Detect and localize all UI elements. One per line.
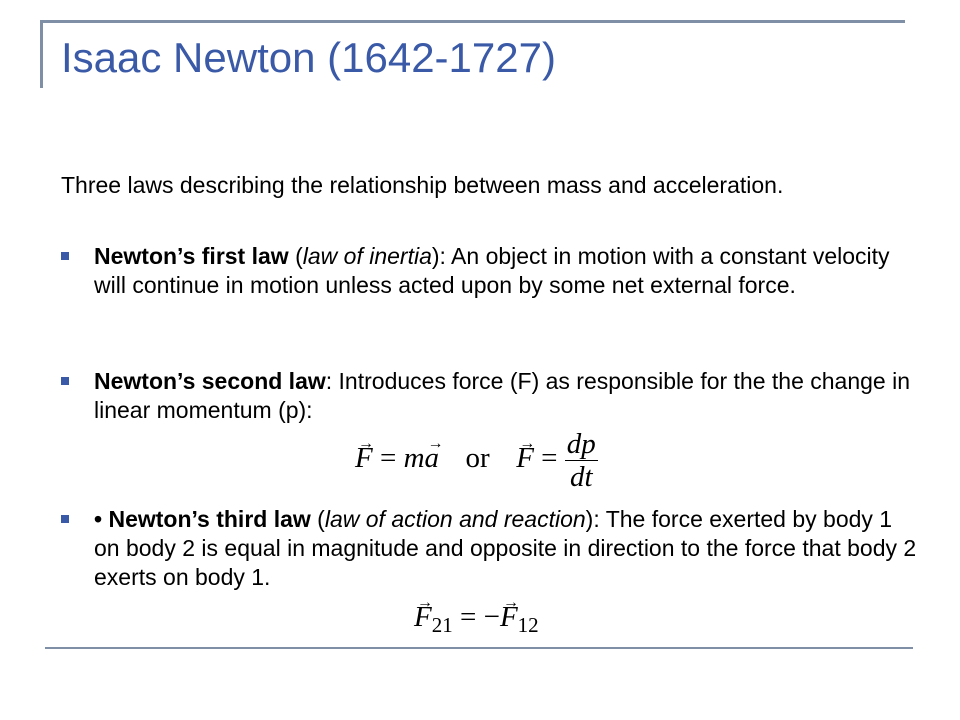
equals-sign: =	[379, 442, 397, 475]
bullet-first-law	[61, 242, 921, 300]
square-bullet-icon	[61, 252, 69, 260]
acceleration-vector: → a	[425, 441, 440, 475]
paren-close: ):	[585, 506, 606, 532]
force-21-vector: → F	[414, 600, 432, 634]
second-law-text	[94, 367, 920, 425]
second-law-equation	[355, 428, 598, 493]
slide-title: Isaac Newton (1642-1727)	[61, 34, 556, 81]
first-law-subtitle: law of inertia	[302, 243, 432, 269]
first-law-name: Newton’s first law	[94, 243, 289, 269]
bullet-second-law	[61, 367, 921, 425]
third-law-name: Newton’s third law	[108, 506, 311, 532]
or-word: or	[465, 442, 490, 475]
second-law-body: : Introduces force (F) as responsible for the the change in linear momentum (p):	[94, 368, 911, 423]
subscript-12: 12	[517, 613, 539, 637]
third-law-body: The force exerted by body 1 on body 2 is equal in magnitude and opposite in direction to the force that body 2 exerts on body 1.	[94, 506, 917, 590]
square-bullet-icon	[61, 377, 69, 385]
mass-symbol: m	[403, 442, 425, 475]
second-law-name: Newton’s second law	[94, 368, 326, 394]
dp-dt-fraction	[565, 428, 598, 493]
force-vector: → F	[355, 441, 373, 475]
first-law-text	[94, 242, 920, 300]
third-law-equation	[414, 600, 539, 642]
frame-bottom-rule	[45, 647, 913, 649]
force-12-vector: → F	[500, 600, 518, 634]
paren-open: (	[310, 506, 325, 532]
force-vector: → F	[516, 441, 534, 475]
frame-top-rule	[40, 20, 905, 23]
fraction-denominator: dt	[570, 461, 593, 493]
bullet-third-law	[61, 505, 921, 592]
subscript-21: 21	[431, 613, 453, 637]
third-law-prefix: •	[94, 506, 109, 532]
fraction-numerator: dp	[566, 428, 596, 460]
paren-close: ):	[431, 243, 452, 269]
minus-sign: −	[483, 601, 500, 633]
frame-left-rule	[40, 20, 43, 88]
third-law-subtitle: law of action and reaction	[324, 506, 586, 532]
equals-sign: =	[541, 442, 558, 475]
equals-sign: =	[459, 601, 477, 633]
square-bullet-icon	[61, 515, 69, 523]
first-law-body: An object in motion with a constant velocity will continue in motion unless acted upon by some net external force.	[94, 243, 890, 298]
paren-open: (	[288, 243, 303, 269]
third-law-text	[94, 505, 920, 592]
intro-text: Three laws describing the relationship between mass and acceleration.	[61, 172, 784, 198]
